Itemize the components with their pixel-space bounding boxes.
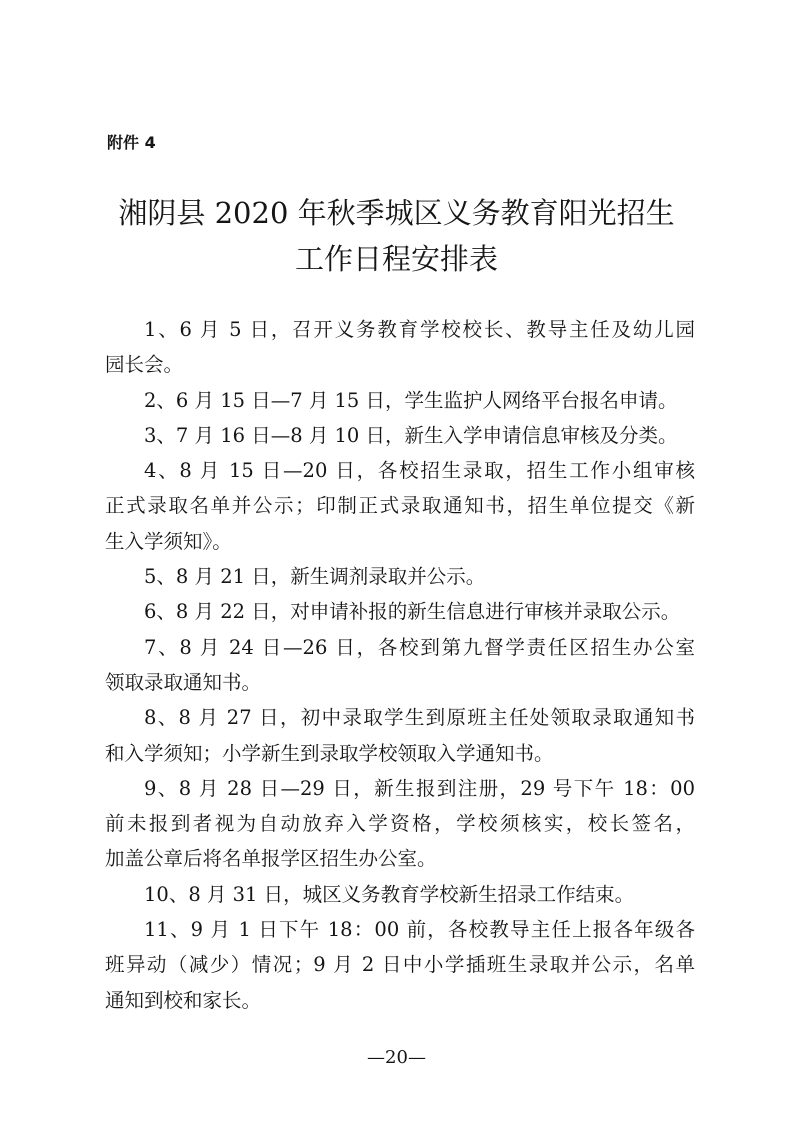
item-7-line-1: 7、8 月 24 日—26 日，各校到第九督学责任区招生办公室 [144,635,695,659]
item-1-line-2: 园长会。 [105,353,184,377]
item-4-line-2: 正式录取名单并公示；印制正式录取通知书，招生单位提交《新 [105,494,695,518]
item-1-line-1: 1、6 月 5 日，召开义务教育学校校长、教导主任及幼儿园 [144,318,695,341]
item-6-line-1: 6、8 月 22 日，对申请补报的新生信息进行审核并录取公示。 [144,600,681,624]
item-11-line-1: 11、9 月 1 日下午 18：00 前，各校教导主任上报各年级各 [144,918,695,942]
attachment-label: 附件 4 [107,133,156,152]
item-8-line-2: 和入学须知；小学新生到录取学校领取入学通知书。 [105,741,554,765]
item-10-line-1: 10、8 月 31 日，城区义务教育学校新生招录工作结束。 [144,882,635,906]
item-11-line-2: 班异动（减少）情况；9 月 2 日中小学插班生录取并公示，名单 [105,953,695,977]
item-3-line-1: 3、7 月 16 日—8 月 10 日，新生入学申请信息审核及分类。 [144,423,678,447]
item-9-line-2: 前未报到者视为自动放弃入学资格，学校须核实，校长签名， [105,812,695,836]
item-7-line-2: 领取录取通知书。 [105,670,262,694]
item-5-line-1: 5、8 月 21 日，新生调剂录取并公示。 [144,565,486,589]
item-8-line-1: 8、8 月 27 日，初中录取学生到原班主任处领取录取通知书 [144,706,695,730]
item-9-line-1: 9、8 月 28 日—29 日，新生报到注册，29 号下午 18：00 [144,776,695,800]
document-title [0,190,793,282]
item-2-line-1: 2、6 月 15 日—7 月 15 日，学生监护人网络平台报名申请。 [144,388,678,412]
title-line-1: 湘阴县 2020 年秋季城区义务教育阳光招生 [118,196,675,230]
item-9-line-3: 加盖公章后将名单报学区招生办公室。 [105,847,437,871]
item-4-line-3: 生入学须知》。 [105,529,232,553]
item-11-line-3: 通知到校和家长。 [105,988,262,1012]
schedule-list [105,312,695,1018]
item-4-line-1: 4、8 月 15 日—20 日，各校招生录取，招生工作小组审核 [144,459,695,483]
page-number: —20— [367,1047,426,1068]
title-line-2: 工作日程安排表 [294,242,498,276]
